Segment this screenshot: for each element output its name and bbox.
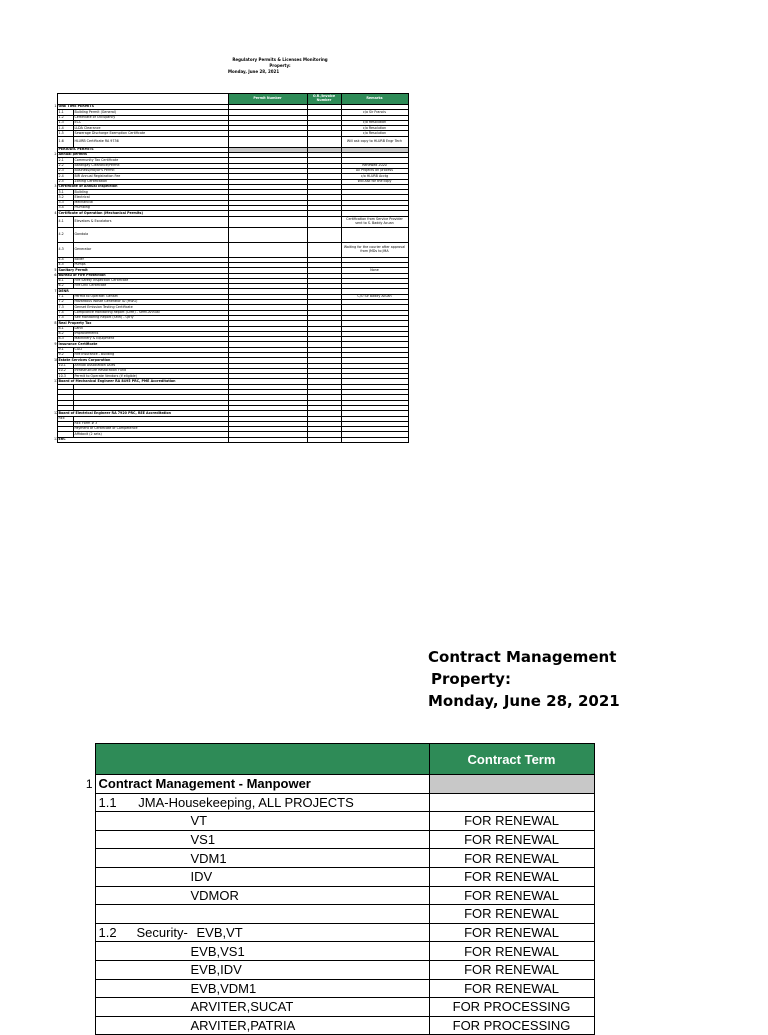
header-contract-term: Contract Term [429, 744, 594, 775]
row-number: 8 [54, 320, 57, 325]
description-cell: EVB,IDV [95, 960, 429, 979]
item-code: 7.1 [57, 294, 73, 299]
item-name: Payment of Certificate of Competence [73, 427, 228, 432]
contract-management-table [75, 743, 595, 1035]
description-cell [95, 923, 429, 942]
item-name: Electrical [73, 195, 228, 200]
description-cell: VT [95, 812, 429, 831]
section-title: Certificate of Operation (Mechanical Permits) [57, 211, 228, 216]
section-title: Sanitary Permit [57, 268, 228, 273]
row-number: 10 [54, 357, 59, 362]
item-name: Plumbing [73, 206, 228, 211]
item-name: Pumps [73, 262, 228, 267]
regulatory-date: Monday, June 28, 2021 [228, 68, 280, 74]
permit-number-cell [228, 227, 307, 242]
item-name: Machinery & Equipment [73, 337, 228, 342]
item-code: 8.3 [57, 337, 73, 342]
table-row [75, 923, 594, 942]
table-row [54, 216, 408, 227]
item-name: Affidavit (2 sets) [73, 432, 228, 437]
row-number [75, 849, 95, 868]
header-spacer [75, 744, 95, 775]
item-name: Permit to Operate: Genset [73, 294, 228, 299]
description-cell: Contract Management - Manpower [95, 775, 429, 794]
contract-term-cell [429, 793, 594, 812]
row-number: 3 [54, 184, 57, 189]
table-row [54, 437, 408, 442]
item-label: EVB,VT [196, 925, 243, 941]
item-code: 4.3 [57, 242, 73, 257]
item-name: Fire Insurance - Building [73, 352, 228, 357]
remarks-cell: c/o HLURB Acctg [341, 174, 408, 179]
contract-term-cell: FOR PROCESSING [429, 1016, 594, 1035]
item-name: Permit to Operate Vendors (if eligible) [73, 374, 228, 379]
table-row [54, 136, 408, 147]
header-or-invoice-number: O.R./Invoice Number [307, 94, 341, 105]
contract-term-cell: FOR RENEWAL [429, 979, 594, 998]
row-number [75, 886, 95, 905]
item-code: 7.4 [57, 310, 73, 315]
item-code: 1.6 [57, 136, 73, 147]
item-name: Sewerage Discharge Exemption Certificate [73, 131, 228, 136]
header-blank-cell [57, 94, 228, 105]
row-number [75, 923, 95, 942]
item-code: 4.4 [57, 257, 73, 262]
row-number: 9 [54, 341, 57, 346]
item-code: 9.1 [57, 347, 73, 352]
item-code: 1.5 [57, 131, 73, 136]
row-number: 11 [54, 378, 59, 383]
item-name: HLURB Certificate RA 9736 [73, 136, 228, 147]
table-row [75, 998, 594, 1017]
regulatory-title-block [190, 57, 370, 74]
item-code: 2.4 [57, 174, 73, 179]
item-code: 4.1 [57, 216, 73, 227]
item-code: 10.3 [57, 374, 73, 379]
item-code: 8.1 [57, 326, 73, 331]
item-code: 10.1 [57, 363, 73, 368]
table-row [75, 979, 594, 998]
section-title: Bureau of Fire Protection [57, 273, 228, 278]
description-cell: EVB,VDM1 [95, 979, 429, 998]
remarks-cell: C/O Sir Baddy Acuan [341, 294, 408, 299]
item-name: ECC [73, 120, 228, 125]
regulatory-header-row [54, 94, 408, 105]
row-number: 7 [54, 288, 57, 293]
remarks-cell: None [341, 268, 408, 273]
description-cell: VDM1 [95, 849, 429, 868]
item-code: 3.1 [57, 190, 73, 195]
remarks-cell: Will ask copy to HLURB Engr Tech [341, 136, 408, 147]
item-code: REE [57, 416, 73, 421]
remarks-cell: Waiting for the courier after approval from JMDs to JMA [341, 242, 408, 257]
item-code: 8.2 [57, 331, 73, 336]
table-row [75, 849, 594, 868]
item-name: Generator [73, 242, 228, 257]
item-name: Certificate of Occupancy [73, 115, 228, 120]
description-cell: 1.1 JMA-Housekeeping, ALL PROJECTS [95, 793, 429, 812]
table-row [75, 942, 594, 961]
item-name: Boiler [73, 257, 228, 262]
item-name: Compliance Monitoring Report (CMR) - Semi-Annual [73, 310, 228, 315]
section-title: Insurance Certificate [57, 342, 228, 347]
section-title: Annual permits [57, 153, 228, 158]
remarks-cell: c/o Resolution [341, 126, 408, 131]
description-cell: IDV [95, 867, 429, 886]
item-code: 3.4 [57, 206, 73, 211]
item-code: 1.4 [57, 126, 73, 131]
row-number [75, 1016, 95, 1035]
item-name: Community Tax Certificate [73, 158, 228, 163]
row-number: 12 [54, 410, 59, 415]
item-code: 1.2 [98, 925, 117, 941]
item-code: 2.5 [57, 179, 73, 184]
contract-term-cell: FOR RENEWAL [429, 905, 594, 924]
contract-table-body [75, 775, 594, 1035]
contract-title: Contract Management [428, 648, 617, 666]
row-number: 1 [85, 776, 93, 791]
row-number: 6 [54, 272, 57, 277]
section-title: Board of Electrical Engineer RA 7920 PRC, REE Accreditation [57, 411, 228, 416]
description-cell: EVB,VS1 [95, 942, 429, 961]
item-name: REE Form # 3 [73, 421, 228, 426]
item-name: Zoning Certification [73, 179, 228, 184]
item-name: Mechanical [73, 200, 228, 205]
contract-term-cell: FOR RENEWAL [429, 867, 594, 886]
item-name: Fire Safety Inspection Certificate [73, 278, 228, 283]
contract-term-cell: FOR RENEWAL [429, 960, 594, 979]
contract-term-cell: FOR RENEWAL [429, 886, 594, 905]
item-name: LLDA Clearance [73, 126, 228, 131]
item-name: Building Permit (General) [73, 110, 228, 115]
item-name: Genset Emission Testing Certificate [73, 305, 228, 310]
item-code: 9.2 [57, 352, 73, 357]
item-name: Gondola [73, 227, 228, 242]
item-code: 10.2 [57, 368, 73, 373]
item-code: 4.2 [57, 227, 73, 242]
row-number: 13 [54, 437, 59, 442]
item-name: BIR Annual Registration Fee [73, 174, 228, 179]
remarks-cell: c/o Resolution [341, 120, 408, 125]
item-name: Building [73, 190, 228, 195]
item-name: CGLI [73, 347, 228, 352]
invoice-number-cell [307, 242, 341, 257]
table-row [75, 960, 594, 979]
invoice-number-cell [307, 136, 341, 147]
remarks-cell [341, 437, 408, 442]
description-cell [95, 905, 429, 924]
invoice-number-cell [307, 216, 341, 227]
item-code: 7.2 [57, 300, 73, 305]
row-number: 5 [54, 267, 57, 272]
row-number [75, 812, 95, 831]
item-name: Annual Association Dues [73, 363, 228, 368]
remarks-cell: Renewed 2020 [341, 163, 408, 168]
item-code: 2.2 [57, 163, 73, 168]
item-name: Land [73, 326, 228, 331]
contract-term-cell: FOR RENEWAL [429, 942, 594, 961]
row-number [75, 793, 95, 812]
item-name: Fire Drill Certificate [73, 284, 228, 289]
regulatory-permits-table [54, 93, 409, 443]
item-name: Business/Mayor's Permit [73, 168, 228, 173]
item-code: 2.3 [57, 168, 73, 173]
row-number [75, 830, 95, 849]
item-code: 6.1 [57, 278, 73, 283]
header-remarks: Remarks [341, 94, 408, 105]
header-permit-number: Permit Number [228, 94, 307, 105]
item-code: 3.2 [57, 195, 73, 200]
table-row [75, 886, 594, 905]
invoice-number-cell [307, 437, 341, 442]
table-row [75, 775, 594, 794]
table-row [75, 905, 594, 924]
row-number: 1 [54, 104, 57, 109]
contract-term-cell: FOR RENEWAL [429, 812, 594, 831]
row-number [75, 867, 95, 886]
item-code: 1.3 [57, 120, 73, 125]
table-row [54, 227, 408, 242]
item-code: 7.5 [57, 315, 73, 320]
section-title: Estate Services Corporation [57, 358, 228, 363]
section-title: ONE TIME PERMITS [57, 105, 228, 110]
regulatory-table-body [54, 105, 408, 443]
section-title: PERIODIC PERMITS [57, 147, 228, 152]
regulatory-property: Property: [269, 62, 291, 68]
header-description [95, 744, 429, 775]
item-name: Improvements [73, 331, 228, 336]
item-name: Hazardous Waste Generator ID (HWG) [73, 300, 228, 305]
description-cell: VS1 [95, 830, 429, 849]
section-title: ERC [57, 437, 228, 442]
row-number [75, 942, 95, 961]
permit-number-cell [228, 242, 307, 257]
remarks-cell: c/o Sir Francis [341, 110, 408, 115]
table-row [54, 242, 408, 257]
description-cell: VDMOR [95, 886, 429, 905]
item-name: Elevators & Escalators [73, 216, 228, 227]
row-number [75, 960, 95, 979]
contract-title-block [428, 646, 620, 712]
item-code: 3.3 [57, 200, 73, 205]
contract-term-cell: FOR RENEWAL [429, 849, 594, 868]
table-row [75, 830, 594, 849]
description-cell: ARVITER,PATRIA [95, 1016, 429, 1035]
item-code: 6.2 [57, 284, 73, 289]
item-name: Barangay Clearance/Permit [73, 163, 228, 168]
item-code: 1.2 [57, 115, 73, 120]
item-category: Security- [136, 925, 188, 941]
contract-term-cell: FOR RENEWAL [429, 923, 594, 942]
row-number: 4 [54, 210, 57, 215]
table-row [75, 867, 594, 886]
row-number [75, 905, 95, 924]
row-number: 2 [54, 152, 57, 157]
section-title: Board of Mechanical Engineer RA 8495 PRC, PME Accreditation [57, 379, 228, 384]
remarks-cell [341, 227, 408, 242]
contract-term-cell: FOR PROCESSING [429, 998, 594, 1017]
permit-number-cell [228, 437, 307, 442]
item-code: 2.1 [57, 158, 73, 163]
contract-term-cell [429, 775, 594, 794]
permit-number-cell [228, 216, 307, 227]
table-row [75, 793, 594, 812]
section-title: DENR [57, 289, 228, 294]
contract-term-cell: FOR RENEWAL [429, 830, 594, 849]
invoice-number-cell [307, 227, 341, 242]
section-title: Certificate of Annual Inspection [57, 184, 228, 189]
row-number [75, 979, 95, 998]
remarks-cell: c/o Resolution [341, 131, 408, 136]
contract-property: Property: [431, 670, 511, 688]
section-title: Real Property Tax [57, 321, 228, 326]
remarks-cell: Certification from Service Provider sent to S. Baddy Acuan [341, 216, 408, 227]
remarks-cell: All Projects on process [341, 168, 408, 173]
item-code: 4.5 [57, 262, 73, 267]
permit-number-cell [228, 136, 307, 147]
table-row [75, 812, 594, 831]
contract-header-row [75, 744, 594, 775]
table-row [75, 1016, 594, 1035]
item-code: 7.3 [57, 305, 73, 310]
description-cell: ARVITER,SUCAT [95, 998, 429, 1017]
regulatory-title: Regulatory Permits & Licenses Monitoring [232, 57, 328, 62]
row-number [75, 998, 95, 1017]
item-code: 1.1 [57, 110, 73, 115]
item-name: Self Monitoring Report (SMR) - Qtrly [73, 315, 228, 320]
item-name: Infrastructure Restoration Fund [73, 368, 228, 373]
remarks-cell: Will Ask for the copy [341, 179, 408, 184]
contract-date: Monday, June 28, 2021 [428, 692, 620, 710]
